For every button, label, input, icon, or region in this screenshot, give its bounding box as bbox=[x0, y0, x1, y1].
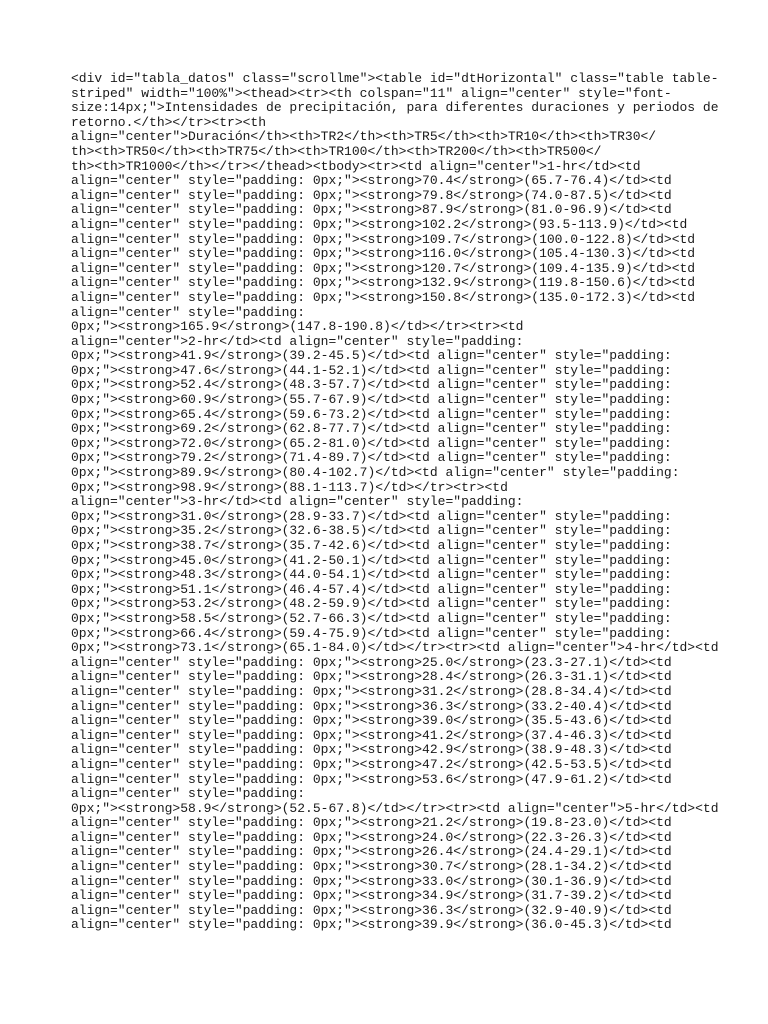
source-line: align="center" style="padding: 0px;"><strong>36.3</strong>(33.2-40.4)</td><td bbox=[71, 698, 672, 714]
source-line: 0px;"><strong>58.5</strong>(52.7-66.3)</td><td align="center" style="padding: bbox=[71, 610, 672, 626]
source-line: align="center" style="padding: 0px;"><strong>41.2</strong>(37.4-46.3)</td><td bbox=[71, 727, 672, 743]
source-line: 0px;"><strong>69.2</strong>(62.8-77.7)</td><td align="center" style="padding: bbox=[71, 421, 672, 437]
source-line: 0px;"><strong>52.4</strong>(48.3-57.7)</td><td align="center" style="padding: bbox=[71, 377, 672, 393]
source-line: 0px;"><strong>51.1</strong>(46.4-57.4)</td><td align="center" style="padding: bbox=[71, 581, 672, 597]
source-line: align="center" style="padding: 0px;"><strong>28.4</strong>(26.3-31.1)</td><td bbox=[71, 669, 672, 685]
source-line: th><th>TR50</th><th>TR75</th><th>TR100</th><th>TR200</th><th>TR500</ bbox=[71, 143, 602, 159]
source-line: align="center" style="padding: 0px;"><strong>87.9</strong>(81.0-96.9)</td><td bbox=[71, 202, 672, 218]
source-line: <div id="tabla_datos" class="scrollme"><table id="dtHorizontal" class="table table- bbox=[71, 71, 719, 86]
source-line: align="center" style="padding: 0px;"><strong>70.4</strong>(65.7-76.4)</td><td bbox=[71, 173, 672, 189]
source-line: align="center" style="padding: 0px;"><strong>33.0</strong>(30.1-36.9)</td><td bbox=[71, 873, 672, 889]
source-line: 0px;"><strong>165.9</strong>(147.8-190.8)</td></tr><tr><td bbox=[71, 319, 524, 335]
source-line: align="center" style="padding: 0px;"><strong>39.0</strong>(35.5-43.6)</td><td bbox=[71, 713, 672, 729]
source-line: 0px;"><strong>73.1</strong>(65.1-84.0)</td></tr><tr><td align="center">4-hr</td><td bbox=[71, 640, 719, 656]
source-line: 0px;"><strong>60.9</strong>(55.7-67.9)</td><td align="center" style="padding: bbox=[71, 392, 672, 408]
source-line: 0px;"><strong>47.6</strong>(44.1-52.1)</td><td align="center" style="padding: bbox=[71, 362, 672, 378]
source-line: 0px;"><strong>45.0</strong>(41.2-50.1)</td><td align="center" style="padding: bbox=[71, 552, 672, 568]
source-line: align="center" style="padding: 0px;"><strong>26.4</strong>(24.4-29.1)</td><td bbox=[71, 844, 672, 860]
source-line: align="center" style="padding: 0px;"><strong>53.6</strong>(47.9-61.2)</td><td bbox=[71, 771, 672, 787]
source-line: striped" width="100%"><thead><tr><th colspan="11" align="center" style="font- bbox=[71, 85, 672, 101]
source-line: retorno.</th></tr><tr><th bbox=[71, 114, 267, 130]
source-line: align="center">Duración</th><th>TR2</th><th>TR5</th><th>TR10</th><th>TR30</ bbox=[71, 129, 657, 145]
source-line: th><th>TR1000</th></tr></thead><tbody><tr><td align="center">1-hr</td><td bbox=[71, 158, 641, 174]
source-line: align="center" style="padding: 0px;"><strong>109.7</strong>(100.0-122.8)</td><td bbox=[71, 231, 696, 247]
source-line: 0px;"><strong>66.4</strong>(59.4-75.9)</td><td align="center" style="padding: bbox=[71, 625, 672, 641]
source-line: 0px;"><strong>98.9</strong>(88.1-113.7)</td></tr><tr><td bbox=[71, 479, 508, 495]
source-line: align="center" style="padding: 0px;"><strong>39.9</strong>(36.0-45.3)</td><td bbox=[71, 917, 672, 933]
source-line: align="center" style="padding: bbox=[71, 786, 306, 802]
source-line: align="center" style="padding: 0px;"><strong>30.7</strong>(28.1-34.2)</td><td bbox=[71, 859, 672, 875]
source-line: align="center" style="padding: 0px;"><strong>132.9</strong>(119.8-150.6)</td><td bbox=[71, 275, 696, 291]
source-line: align="center" style="padding: 0px;"><strong>150.8</strong>(135.0-172.3)</td><td bbox=[71, 289, 696, 305]
source-line: 0px;"><strong>58.9</strong>(52.5-67.8)</td></tr><tr><td align="center">5-hr</td><td bbox=[71, 800, 719, 816]
source-line: align="center" style="padding: 0px;"><strong>36.3</strong>(32.9-40.9)</td><td bbox=[71, 902, 672, 918]
source-line: align="center">3-hr</td><td align="center" style="padding: bbox=[71, 494, 524, 510]
source-line: align="center" style="padding: 0px;"><strong>47.2</strong>(42.5-53.5)</td><td bbox=[71, 756, 672, 772]
source-line: align="center" style="padding: 0px;"><strong>102.2</strong>(93.5-113.9)</td><td bbox=[71, 216, 688, 232]
source-line: 0px;"><strong>35.2</strong>(32.6-38.5)</td><td align="center" style="padding: bbox=[71, 523, 672, 539]
source-line: align="center" style="padding: 0px;"><strong>21.2</strong>(19.8-23.0)</td><td bbox=[71, 815, 672, 831]
source-line: 0px;"><strong>48.3</strong>(44.0-54.1)</td><td align="center" style="padding: bbox=[71, 567, 672, 583]
source-line: align="center" style="padding: 0px;"><strong>120.7</strong>(109.4-135.9)</td><td bbox=[71, 260, 696, 276]
source-line: align="center" style="padding: 0px;"><strong>34.9</strong>(31.7-39.2)</td><td bbox=[71, 888, 672, 904]
html-source-text bbox=[71, 71, 719, 933]
source-line: 0px;"><strong>53.2</strong>(48.2-59.9)</td><td align="center" style="padding: bbox=[71, 596, 672, 612]
source-line: 0px;"><strong>31.0</strong>(28.9-33.7)</td><td align="center" style="padding: bbox=[71, 508, 672, 524]
source-line: 0px;"><strong>72.0</strong>(65.2-81.0)</td><td align="center" style="padding: bbox=[71, 435, 672, 451]
source-line: align="center" style="padding: bbox=[71, 304, 306, 320]
source-line: size:14px;">Intensidades de precipitación, para diferentes duraciones y periodos de bbox=[71, 100, 719, 116]
source-line: align="center" style="padding: 0px;"><strong>79.8</strong>(74.0-87.5)</td><td bbox=[71, 187, 672, 203]
source-line: 0px;"><strong>89.9</strong>(80.4-102.7)</td><td align="center" style="padding: bbox=[71, 465, 680, 481]
source-line: align="center" style="padding: 0px;"><strong>31.2</strong>(28.8-34.4)</td><td bbox=[71, 683, 672, 699]
source-line: align="center" style="padding: 0px;"><strong>42.9</strong>(38.9-48.3)</td><td bbox=[71, 742, 672, 758]
source-line: align="center" style="padding: 0px;"><strong>24.0</strong>(22.3-26.3)</td><td bbox=[71, 829, 672, 845]
source-line: align="center" style="padding: 0px;"><strong>25.0</strong>(23.3-27.1)</td><td bbox=[71, 654, 672, 670]
source-line: align="center" style="padding: 0px;"><strong>116.0</strong>(105.4-130.3)</td><td bbox=[71, 246, 696, 262]
source-line: align="center">2-hr</td><td align="center" style="padding: bbox=[71, 333, 524, 349]
source-line: 0px;"><strong>65.4</strong>(59.6-73.2)</td><td align="center" style="padding: bbox=[71, 406, 672, 422]
source-line: 0px;"><strong>41.9</strong>(39.2-45.5)</td><td align="center" style="padding: bbox=[71, 348, 672, 364]
source-line: 0px;"><strong>38.7</strong>(35.7-42.6)</td><td align="center" style="padding: bbox=[71, 538, 672, 553]
source-line: 0px;"><strong>79.2</strong>(71.4-89.7)</td><td align="center" style="padding: bbox=[71, 450, 672, 466]
